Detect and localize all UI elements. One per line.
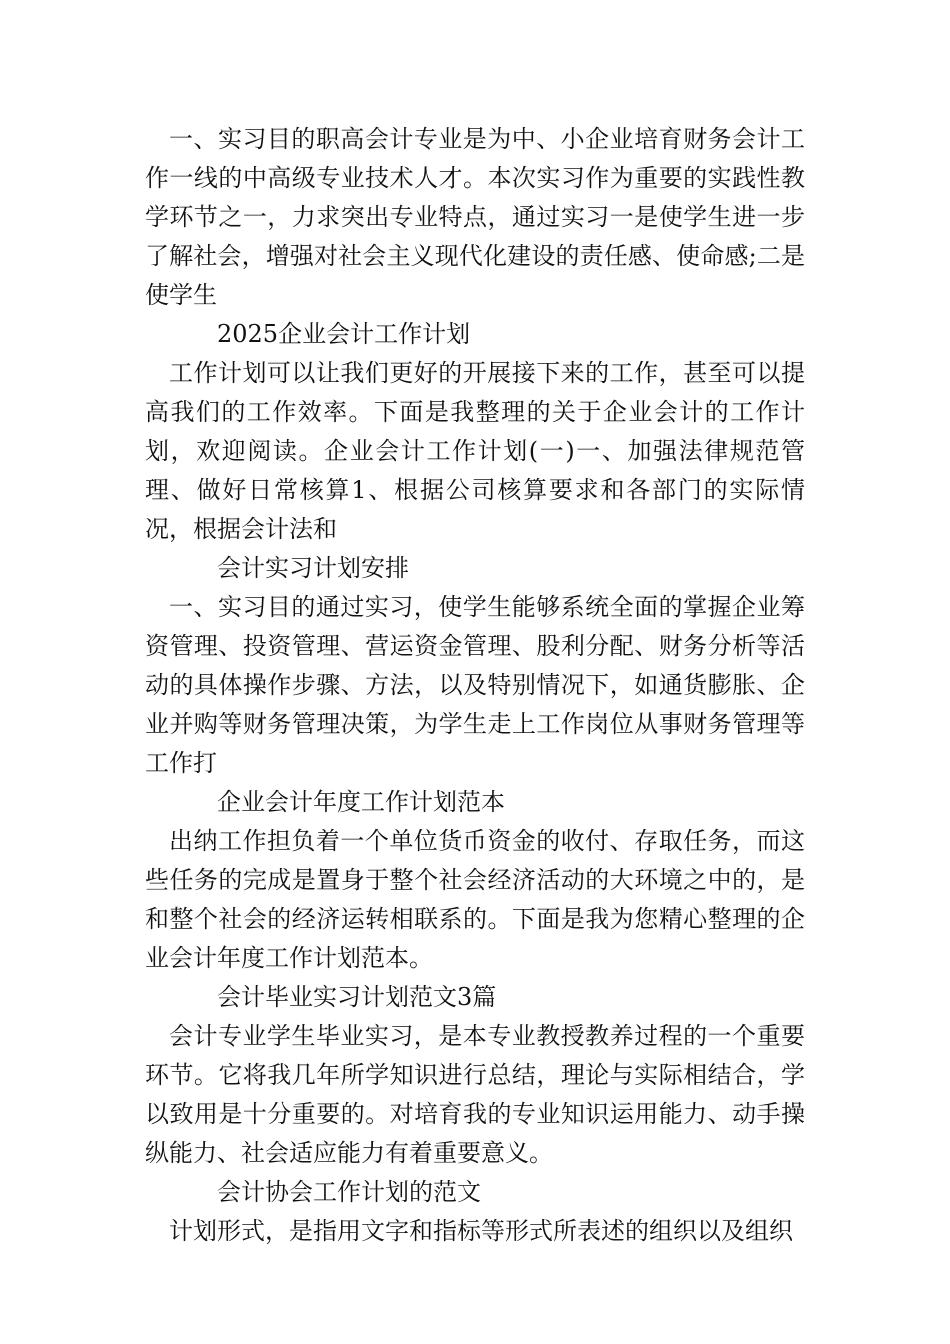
section-title: 会计毕业实习计划范文3篇 — [217, 983, 497, 1011]
section-title: 会计实习计划安排 — [217, 554, 409, 582]
section-title: 企业会计年度工作计划范本 — [217, 788, 505, 816]
section-title: 2025企业会计工作计划 — [217, 320, 471, 348]
section-paragraph: 工作计划可以让我们更好的开展接下来的工作，甚至可以提高我们的工作效率。下面是我整理的关于企业会计的工作计划，欢迎阅读。企业会计工作计划(一)一、加强法律规范管理、做好日常核算1、根据公司核算要求和各部门的实际情况，根据会计法和 — [145, 359, 805, 543]
section-paragraph: 计划形式，是指用文字和指标等形式所表述的组织以及组织 — [169, 1217, 793, 1245]
section-title: 会计协会工作计划的范文 — [217, 1178, 481, 1206]
section-paragraph: 会计专业学生毕业实习，是本专业教授教养过程的一个重要环节。它将我几年所学知识进行总结，理论与实际相结合，学以致用是十分重要的。对培育我的专业知识运用能力、动手操纵能力、社会适应能力有着重要意义。 — [145, 1022, 805, 1167]
section-paragraph: 一、实习目的通过实习，使学生能够系统全面的掌握企业筹资管理、投资管理、营运资金管理、股利分配、财务分析等活动的具体操作步骤、方法，以及特别情况下，如通货膨胀、企业并购等财务管理决策，为学生走上工作岗位从事财务管理等工作打 — [145, 593, 805, 777]
intro-paragraph: 一、实习目的职高会计专业是为中、小企业培育财务会计工作一线的中高级专业技术人才。本次实习作为重要的实践性教学环节之一，力求突出专业特点，通过实习一是使学生进一步了解社会，增强对社会主义现代化建设的责任感、使命感;二是使学生 — [145, 125, 805, 309]
section-paragraph: 出纳工作担负着一个单位货币资金的收付、存取任务，而这些任务的完成是置身于整个社会经济活动的大环境之中的，是和整个社会的经济运转相联系的。下面是我为您精心整理的企业会计年度工作计划范本。 — [145, 827, 805, 972]
document-content — [145, 120, 805, 1251]
